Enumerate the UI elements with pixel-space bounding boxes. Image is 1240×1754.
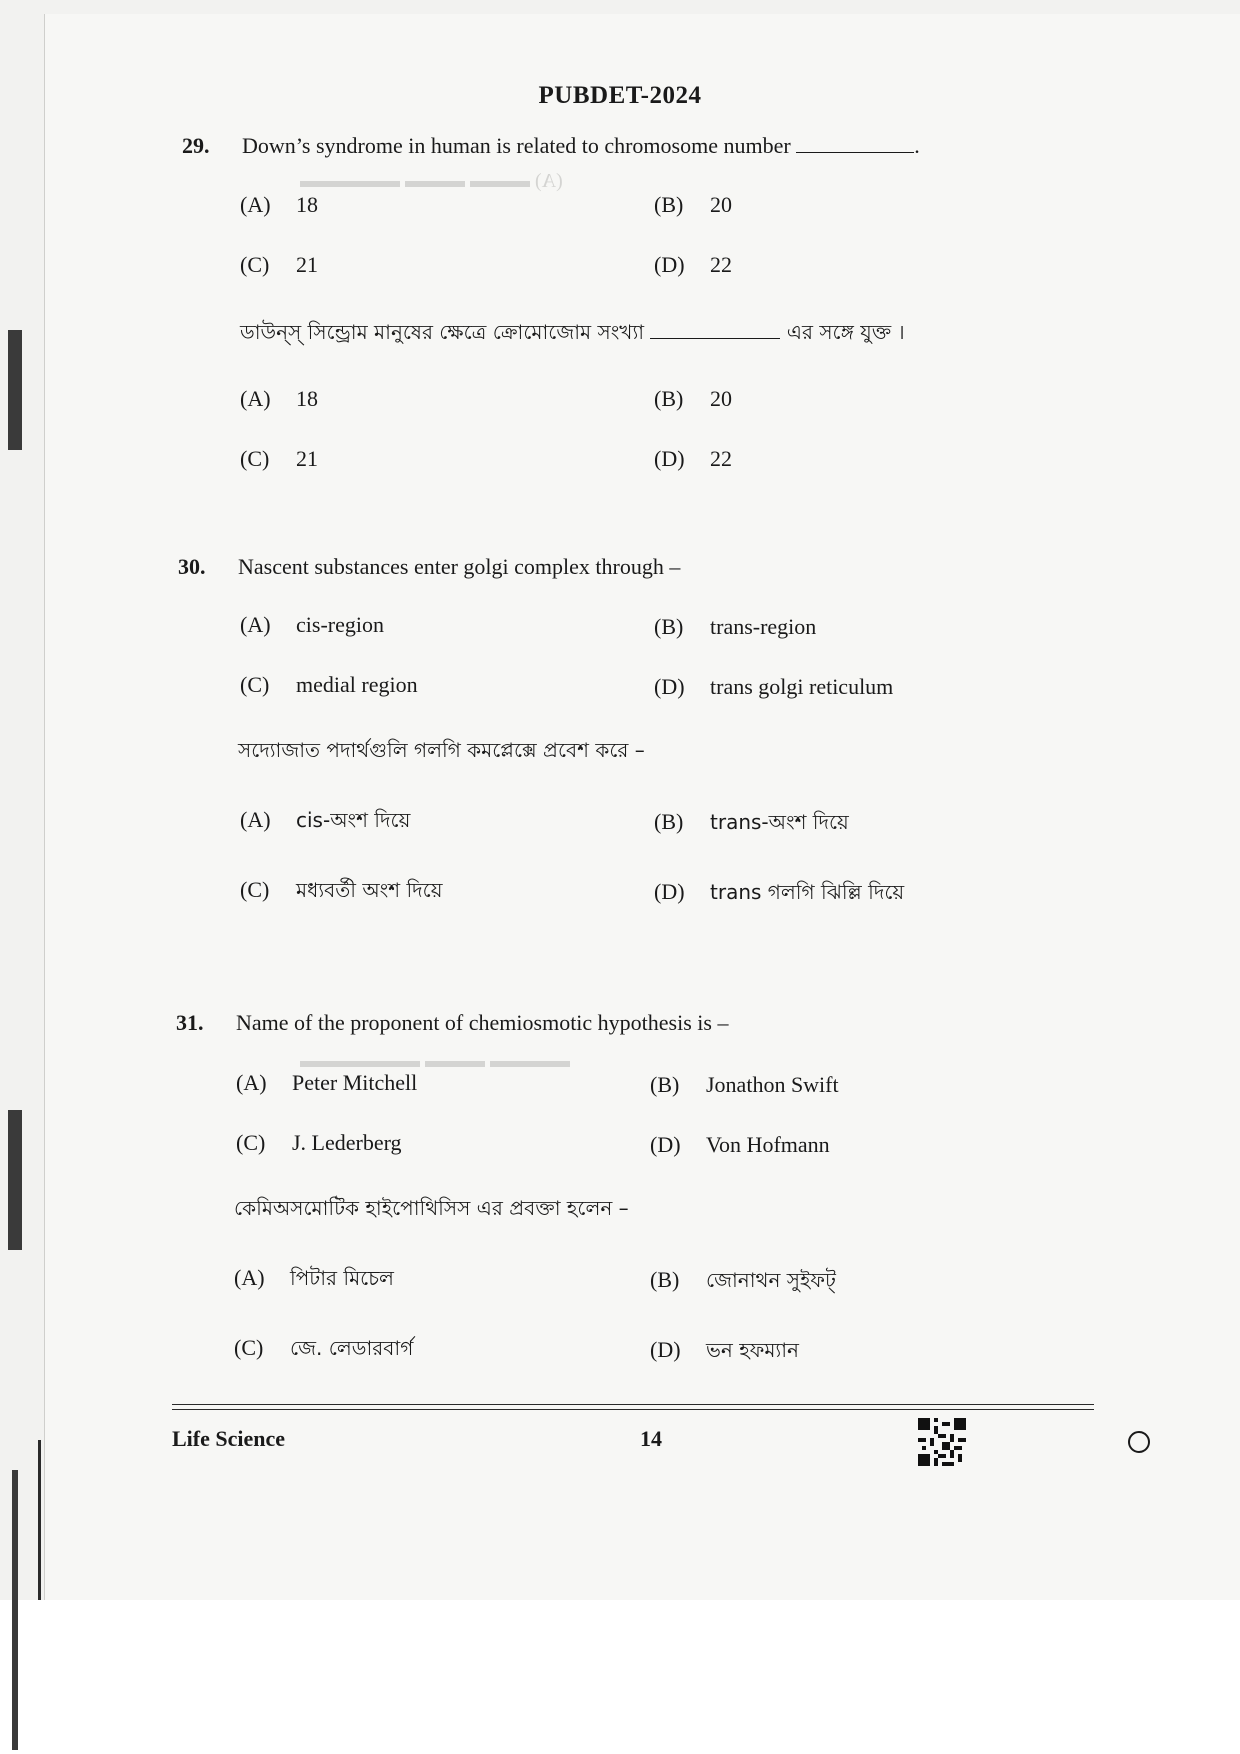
page-number: 14 xyxy=(640,1426,662,1451)
option-b xyxy=(654,614,816,640)
question-text-bn-end: এর সঙ্গে যুক্ত । xyxy=(786,320,905,344)
bleed-through-text: (A) ▬▬▬ ▬▬▬ ▬▬▬▬▬ xyxy=(300,170,563,192)
option-label: (C) xyxy=(240,877,270,902)
option-label: (B) xyxy=(650,1267,680,1292)
option-label: (B) xyxy=(654,614,684,639)
question-text-en xyxy=(242,133,920,159)
page-title: PUBDET-2024 xyxy=(538,82,702,109)
answer-blank xyxy=(796,134,914,153)
option-c-bn xyxy=(234,1334,413,1367)
option-c xyxy=(236,1130,402,1156)
option-text: পিটার মিচেল xyxy=(290,1266,394,1290)
option-label: (D) xyxy=(654,879,685,904)
option-label: (C) xyxy=(240,672,270,697)
binding-strip-bottom xyxy=(8,1110,22,1250)
option-text: 20 xyxy=(710,192,732,217)
option-label: (D) xyxy=(654,446,685,471)
option-a xyxy=(236,1070,417,1096)
option-d-bn xyxy=(654,446,732,472)
option-text: 22 xyxy=(710,446,732,471)
option-text: জে. লেডারবার্গ xyxy=(290,1336,414,1360)
option-d-bn xyxy=(654,878,904,911)
option-label: (B) xyxy=(654,386,684,411)
option-c-bn xyxy=(240,446,318,472)
answer-blank xyxy=(650,322,780,339)
option-text: trans গলগি ঝিল্লি দিয়ে xyxy=(710,880,905,904)
option-text: J. Lederberg xyxy=(292,1130,402,1155)
option-label: (A) xyxy=(234,1265,265,1290)
option-text: ভন হফম্যান xyxy=(706,1338,799,1362)
question-text-en-end: . xyxy=(914,133,920,158)
option-a xyxy=(240,192,318,218)
option-text: trans golgi reticulum xyxy=(710,674,894,699)
option-a xyxy=(240,612,384,638)
option-label: (B) xyxy=(650,1072,680,1097)
paper-sheet xyxy=(44,14,1240,1619)
footer-rule-bottom xyxy=(172,1409,1094,1410)
option-label: (C) xyxy=(234,1335,264,1360)
option-label: (A) xyxy=(236,1070,267,1095)
option-text: জোনাথন সুইফট্‌ xyxy=(706,1268,836,1292)
option-text: 21 xyxy=(296,252,318,277)
option-a-bn xyxy=(234,1264,394,1297)
option-label: (A) xyxy=(240,192,271,217)
option-label: (D) xyxy=(650,1337,681,1362)
option-text: 20 xyxy=(710,386,732,411)
option-b xyxy=(654,192,732,218)
option-d xyxy=(654,674,893,700)
option-text: trans-অংশ দিয়ে xyxy=(710,810,849,834)
option-label: (D) xyxy=(650,1132,681,1157)
footer-subject: Life Science xyxy=(172,1426,286,1451)
option-a-bn xyxy=(240,386,318,412)
question-text-en-main: Down’s syndrome in human is related to chromosome number xyxy=(242,133,791,158)
option-text: cis-region xyxy=(296,612,384,637)
option-label: (A) xyxy=(240,386,271,411)
footer-rule-top xyxy=(172,1404,1094,1405)
option-text: 18 xyxy=(296,192,318,217)
option-label: (D) xyxy=(654,252,685,277)
question-text-en: Name of the proponent of chemiosmotic hypothesis is – xyxy=(236,1010,729,1035)
bleed-through-text: ▬▬▬▬ ▬▬▬ ▬▬▬▬▬▬ xyxy=(300,1050,570,1072)
option-label: (C) xyxy=(240,446,270,471)
option-text: 18 xyxy=(296,386,318,411)
option-c-bn xyxy=(240,876,443,909)
option-b-bn xyxy=(650,1266,836,1299)
question-text-bn xyxy=(240,318,905,351)
option-label: (C) xyxy=(240,252,270,277)
question-text-en: Nascent substances enter golgi complex through – xyxy=(238,554,681,579)
question-text-bn-main: ডাউন্‌স্‌ সিন্ড্রোম মানুষের ক্ষেত্রে ক্রোমোজোম সংখ্যা xyxy=(240,320,645,344)
option-d-bn xyxy=(650,1336,799,1369)
option-label: (A) xyxy=(240,612,271,637)
option-text: 21 xyxy=(296,446,318,471)
option-a-bn xyxy=(240,806,410,839)
option-b-bn xyxy=(654,808,849,841)
option-label: (C) xyxy=(236,1130,266,1155)
question-text-bn: সদ্যোজাত পদার্থগুলি গলগি কমপ্লেক্সে প্রবেশ করে – xyxy=(238,738,645,762)
option-c xyxy=(240,672,418,698)
option-label: (A) xyxy=(240,807,271,832)
option-text: cis-অংশ দিয়ে xyxy=(296,808,411,832)
binding-strip-top xyxy=(8,330,22,450)
option-text: মধ্যবর্তী অংশ দিয়ে xyxy=(296,878,443,902)
option-text: Jonathon Swift xyxy=(706,1072,839,1097)
option-c xyxy=(240,252,318,278)
page-edge-line xyxy=(38,1440,41,1600)
qr-code-icon xyxy=(918,1418,966,1466)
question-number: 31. xyxy=(176,1010,204,1035)
option-d xyxy=(650,1132,830,1158)
option-text: Von Hofmann xyxy=(706,1132,830,1157)
question-text-bn: কেমিঅসমোটিক হাইপোথিসিস এর প্রবক্তা হলেন – xyxy=(234,1196,629,1220)
question-number: 29. xyxy=(182,133,210,158)
option-d xyxy=(654,252,732,278)
option-label: (B) xyxy=(654,809,684,834)
question-number: 30. xyxy=(178,554,206,579)
option-text: 22 xyxy=(710,252,732,277)
option-text: medial region xyxy=(296,672,418,697)
option-label: (D) xyxy=(654,674,685,699)
option-b xyxy=(650,1072,839,1098)
option-b-bn xyxy=(654,386,732,412)
option-label: (B) xyxy=(654,192,684,217)
option-text: Peter Mitchell xyxy=(292,1070,418,1095)
circle-mark-icon xyxy=(1128,1431,1150,1453)
option-text: trans-region xyxy=(710,614,817,639)
binding-edge xyxy=(12,1470,18,1750)
scan-bottom-margin xyxy=(0,1600,1240,1754)
